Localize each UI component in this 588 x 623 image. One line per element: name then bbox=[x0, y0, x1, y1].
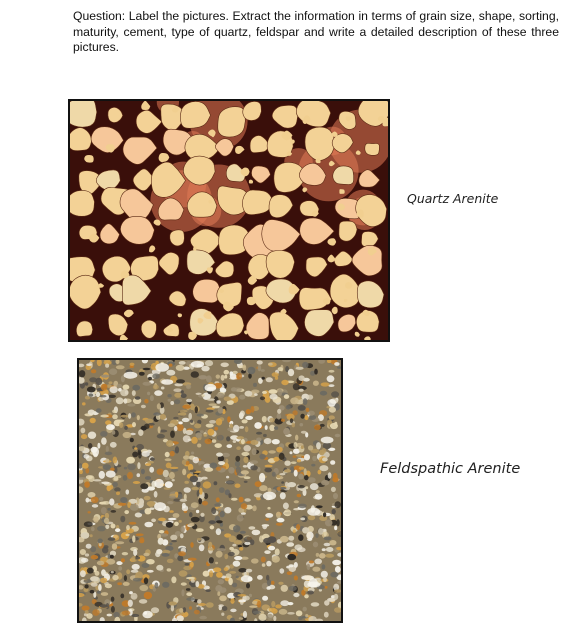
thin-section-graphic bbox=[70, 101, 388, 340]
figure-label-quartz-arenite: Quartz Arenite bbox=[407, 191, 499, 206]
feldspathic-arenite-sand-image bbox=[77, 358, 343, 623]
sand-grains-graphic bbox=[79, 360, 341, 621]
quartz-arenite-thin-section-image bbox=[68, 99, 390, 342]
question-text: Question: Label the pictures. Extract the information in terms of grain size, shape, sorting, maturity, cement, type of quartz, feldspar and write a detailed description of these three pictures. bbox=[73, 9, 559, 54]
figure-label-feldspathic-arenite: Feldspathic Arenite bbox=[380, 461, 521, 477]
